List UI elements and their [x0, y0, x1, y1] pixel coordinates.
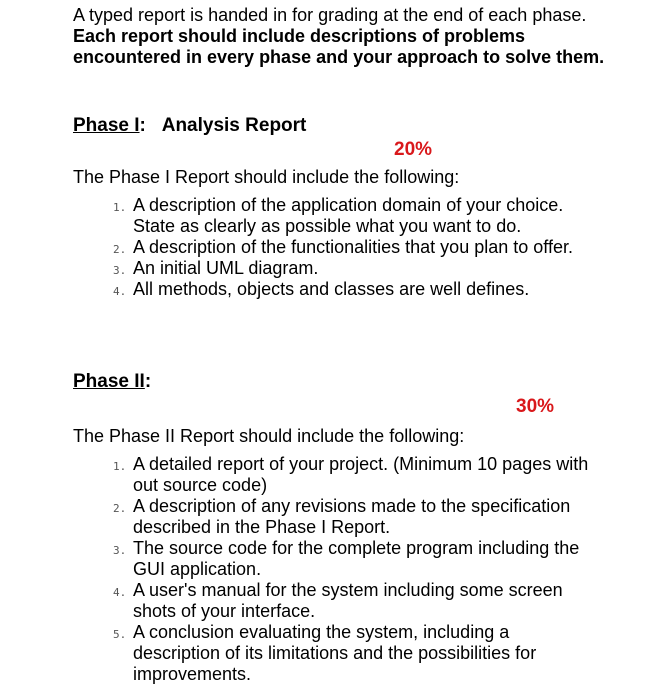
- phase2-label: Phase II: [73, 371, 145, 392]
- list-item-text: A description of any revisions made to the specification described in the Phase I Report.: [133, 496, 571, 537]
- phase2-colon: :: [144, 371, 152, 392]
- list-item-text: The source code for the complete program including the GUI application.: [133, 538, 580, 579]
- list-item-number: 1.: [113, 201, 127, 214]
- phase1-title: Analysis Report: [161, 115, 307, 136]
- phase2-heading: [73, 371, 151, 392]
- phase2-percent: 30%: [516, 396, 555, 417]
- list-item: [0, 279, 593, 300]
- list-item: [0, 538, 593, 580]
- intro-paragraph: [73, 5, 633, 68]
- list-item-number: 2.: [113, 243, 127, 256]
- phase1-colon: :: [139, 115, 146, 136]
- list-item: [0, 580, 593, 622]
- list-item-text: A description of the application domain of your choice. State as clearly as possible what you want to do.: [133, 195, 564, 236]
- list-item: [0, 454, 593, 496]
- list-item-text: A conclusion evaluating the system, including a description of its limitations and the possibilities for improvements.: [133, 622, 537, 684]
- phase1-lead: The Phase I Report should include the following:: [73, 167, 460, 187]
- intro-bold-text: Each report should include descriptions of problems encountered in every phase and your approach to solve them.: [73, 26, 605, 67]
- list-item: [0, 195, 593, 237]
- list-item: [0, 622, 593, 685]
- list-item-text: An initial UML diagram.: [133, 258, 319, 278]
- phase1-label: Phase I: [73, 115, 140, 136]
- list-item-text: A user's manual for the system including some screen shots of your interface.: [133, 580, 563, 621]
- list-item-number: 4.: [113, 586, 127, 599]
- list-item-number: 4.: [113, 285, 127, 298]
- list-item: [0, 237, 593, 258]
- phase1-heading: [73, 115, 306, 136]
- intro-plain-text: A typed report is handed in for grading at the end of each phase.: [73, 5, 587, 25]
- list-item-number: 3.: [113, 264, 127, 277]
- list-item-number: 2.: [113, 502, 127, 515]
- list-item-text: A description of the functionalities that you plan to offer.: [133, 237, 573, 257]
- list-item-number: 1.: [113, 460, 127, 473]
- list-item: [0, 258, 593, 279]
- list-item-text: A detailed report of your project. (Minimum 10 pages with out source code): [133, 454, 589, 495]
- phase1-percent: 20%: [394, 139, 433, 160]
- phase2-lead: The Phase II Report should include the following:: [73, 426, 465, 446]
- phase2-list: [0, 454, 593, 685]
- list-item-number: 3.: [113, 544, 127, 557]
- list-item-number: 5.: [113, 628, 127, 641]
- list-item-text: All methods, objects and classes are well defines.: [133, 279, 530, 299]
- list-item: [0, 496, 593, 538]
- phase1-list: [0, 195, 593, 300]
